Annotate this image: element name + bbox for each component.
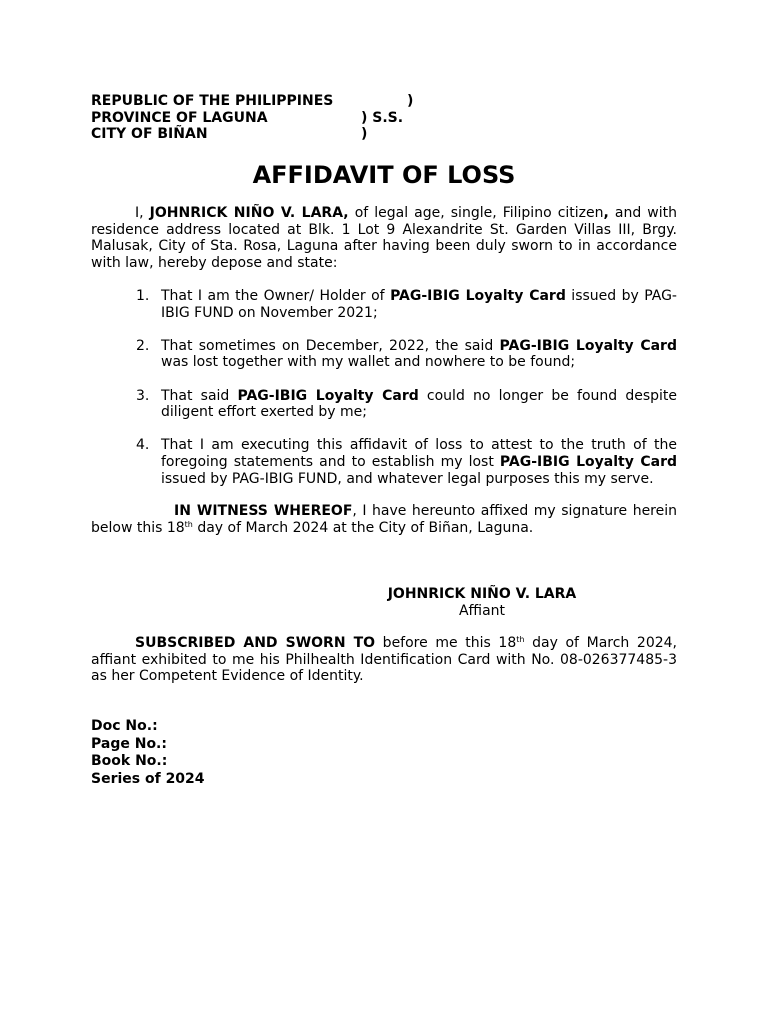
- venue-label: CITY OF BIÑAN: [91, 126, 208, 143]
- affiant-name: JOHNRICK NIÑO V. LARA,: [149, 205, 349, 221]
- series-label: Series of 2024: [91, 770, 205, 787]
- card-name: PAG-IBIG Loyalty Card: [390, 288, 566, 304]
- jurat-text: day of March 2024, affiant exhibited to me his Philhealth Identification Card with No. 08-026377485-3 as her Competent Evidence of Identity.: [91, 635, 677, 685]
- list-item-number: 4.: [136, 437, 150, 454]
- statement-text: That sometimes on December, 2022, the said: [161, 337, 500, 354]
- statement-text: issued by PAG-IBIG FUND on November 2021;: [161, 288, 677, 321]
- statement-text: issued by PAG-IBIG FUND, and whatever legal purposes this my serve.: [161, 470, 654, 487]
- card-name: PAG-IBIG Loyalty Card: [237, 387, 419, 404]
- venue-mark: ): [407, 93, 414, 109]
- ordinal-suffix: th: [516, 635, 525, 644]
- page-number-label: Page No.:: [91, 735, 167, 752]
- statement-text: That said: [161, 387, 238, 404]
- list-item: [91, 288, 677, 321]
- signatory-role: Affiant: [458, 602, 506, 619]
- document-title: AFFIDAVIT OF LOSS: [252, 161, 516, 189]
- statement-text: could no longer be found despite diligent effort exerted by me;: [161, 387, 677, 421]
- venue-line-province: [91, 110, 421, 127]
- statement-text: was lost together with my wallet and nowhere to be found;: [161, 354, 576, 371]
- witness-heading: IN WITNESS WHEREOF: [174, 503, 353, 519]
- intro-opening: I,: [135, 205, 150, 221]
- witness-text: , I have hereunto affixed my signature herein below this 18: [91, 503, 678, 536]
- venue-mark: ): [361, 126, 368, 143]
- witness-text: day of March 2024 at the City of Biñan, Laguna.: [192, 519, 534, 536]
- ordinal-suffix: th: [184, 519, 193, 529]
- intro-text: of legal age, single, Filipino citizen: [348, 205, 604, 221]
- card-name: PAG-IBIG Loyalty Card: [499, 337, 677, 354]
- jurat-text: before me this 18: [375, 635, 517, 651]
- list-item-number: 2.: [136, 337, 150, 354]
- list-item-number: 1.: [136, 288, 150, 304]
- signature-block: [372, 586, 592, 619]
- jurat-heading: SUBSCRIBED AND SWORN TO: [135, 635, 376, 651]
- list-item: [91, 388, 677, 421]
- venue-label: REPUBLIC OF THE PHILIPPINES: [91, 93, 334, 109]
- list-item: [91, 437, 677, 487]
- venue-label: PROVINCE OF LAGUNA: [91, 109, 268, 126]
- list-item-number: 3.: [136, 387, 150, 404]
- notarial-register: [91, 718, 205, 788]
- intro-paragraph: [91, 205, 677, 271]
- intro-text: and with residence address located at Blk. 1 Lot 9 Alexandrite St. Garden Villas III, Brgy. Malusak, City of Sta. Rosa, Laguna after having been duly sworn to in accordance with law, hereby depose and state:: [91, 205, 678, 271]
- list-item: [91, 338, 677, 371]
- venue-line-republic: [91, 93, 421, 110]
- book-number-label: Book No.:: [91, 753, 168, 769]
- doc-number-label: Doc No.:: [91, 718, 158, 734]
- venue-block: [91, 93, 421, 143]
- jurat-paragraph: [91, 635, 677, 685]
- witness-paragraph: [91, 503, 677, 536]
- statement-text: That I am executing this affidavit of loss to attest to the truth of the foregoing statements and to establish my lost: [161, 437, 677, 470]
- venue-line-city: [91, 126, 421, 143]
- statement-text: That I am the Owner/ Holder of: [161, 288, 391, 304]
- signatory-name: JOHNRICK NIÑO V. LARA: [387, 586, 577, 602]
- statements-list: [91, 288, 677, 504]
- card-name: PAG-IBIG Loyalty Card: [499, 453, 677, 470]
- intro-comma: ,: [603, 205, 609, 221]
- venue-mark: ) S.S.: [361, 109, 404, 126]
